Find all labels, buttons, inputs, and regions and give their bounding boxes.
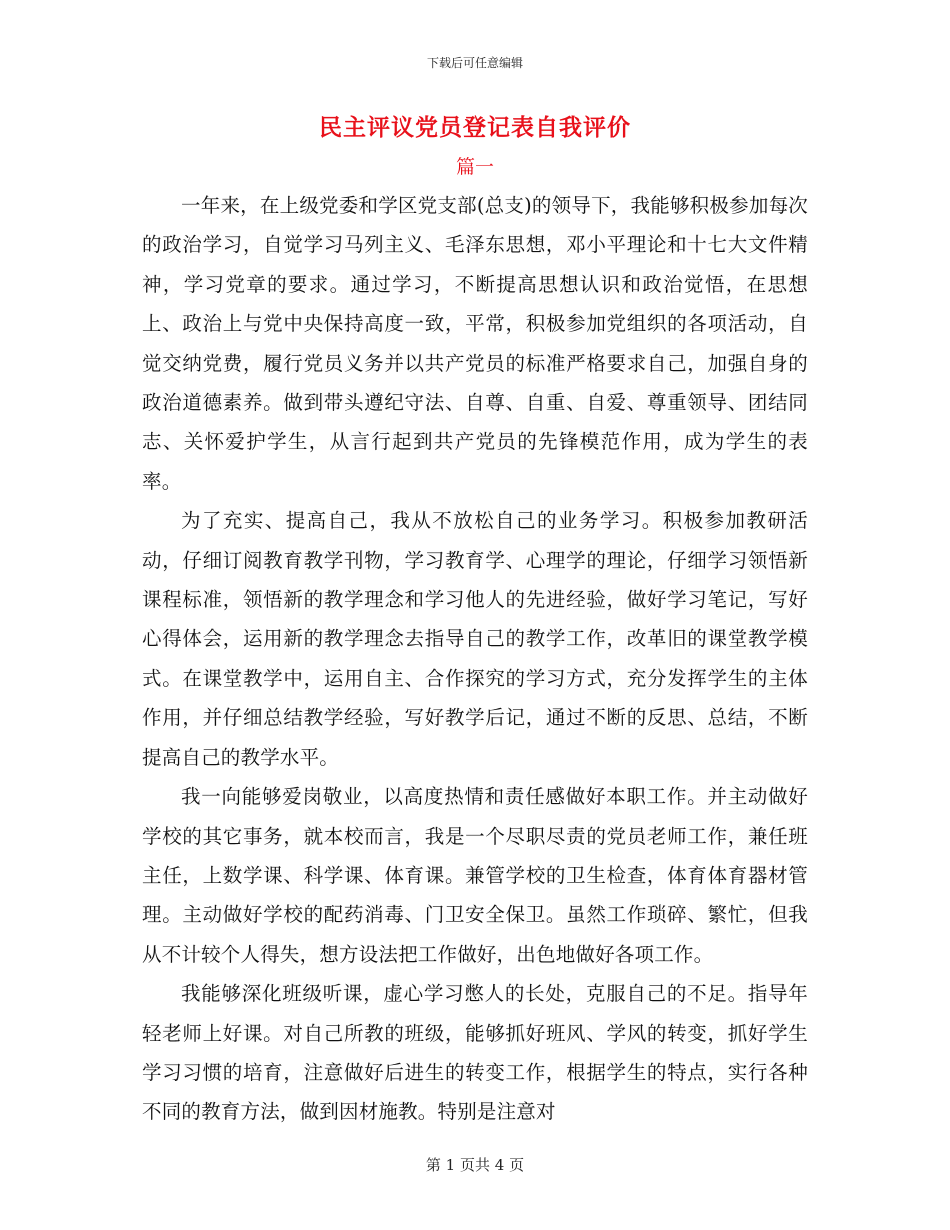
paragraph-4: 我能够深化班级听课，虚心学习憋人的长处，克服自己的不足。指导年轻老师上好课。对自己所教的班级，能够抓好班风、学风的转变，抓好学生学习习惯的培育，注意做好后进生的转变工作，根据学生的特点，实行各种不同的教育方法，做到因材施教。特别是注意对 [142, 982, 808, 1124]
page-header-note: 下载后可任意编辑 [426, 56, 523, 70]
paragraph-3: 我一向能够爱岗敬业，以高度热情和责任感做好本职工作。并主动做好学校的其它事务，就本校而言，我是一个尽职尽责的党员老师工作，兼任班主任，上数学课、科学课、体育课。兼管学校的卫生检查，体育体育器材管理。主动做好学校的配药消毒、门卫安全保卫。虽然工作琐碎、繁忙，但我从不计较个人得失，想方设法把工作做好，出色地做好各项工作。 [142, 785, 808, 966]
paragraph-1: 一年来，在上级党委和学区党支部(总支)的领导下，我能够积极参加每次的政治学习，自觉学习马列主义、毛泽东思想，邓小平理论和十七大文件精神，学习党章的要求。通过学习，不断提高思想认识和政治觉悟，在思想上、政治上与党中央保持高度一致，平常，积极参加党组织的各项活动，自觉交纳党费，履行党员义务并以共产党员的标准严格要求自己，加强自身的政治道德素养。做到带头遵纪守法、自尊、自重、自爱、尊重领导、团结同志、关怀爱护学生，从言行起到共产党员的先锋模范作用，成为学生的表率。 [142, 194, 808, 493]
document-title: 民主评议党员登记表自我评价 [319, 114, 631, 141]
document-subtitle: 篇一 [455, 156, 494, 178]
paragraph-2: 为了充实、提高自己，我从不放松自己的业务学习。积极参加教研活动，仔细订阅教育教学刊物，学习教育学、心理学的理论，仔细学习领悟新课程标准，领悟新的教学理念和学习他人的先进经验，做好学习笔记，写好心得体会，运用新的教学理念去指导自己的教学工作，改革旧的课堂教学模式。在课堂教学中，运用自主、合作探究的学习方式，充分发挥学生的主体作用，并仔细总结教学经验，写好教学后记，通过不断的反思、总结，不断提高自己的教学水平。 [142, 509, 808, 769]
document-body [142, 186, 808, 1132]
page-number: 第 1 页共 4 页 [425, 1156, 525, 1174]
